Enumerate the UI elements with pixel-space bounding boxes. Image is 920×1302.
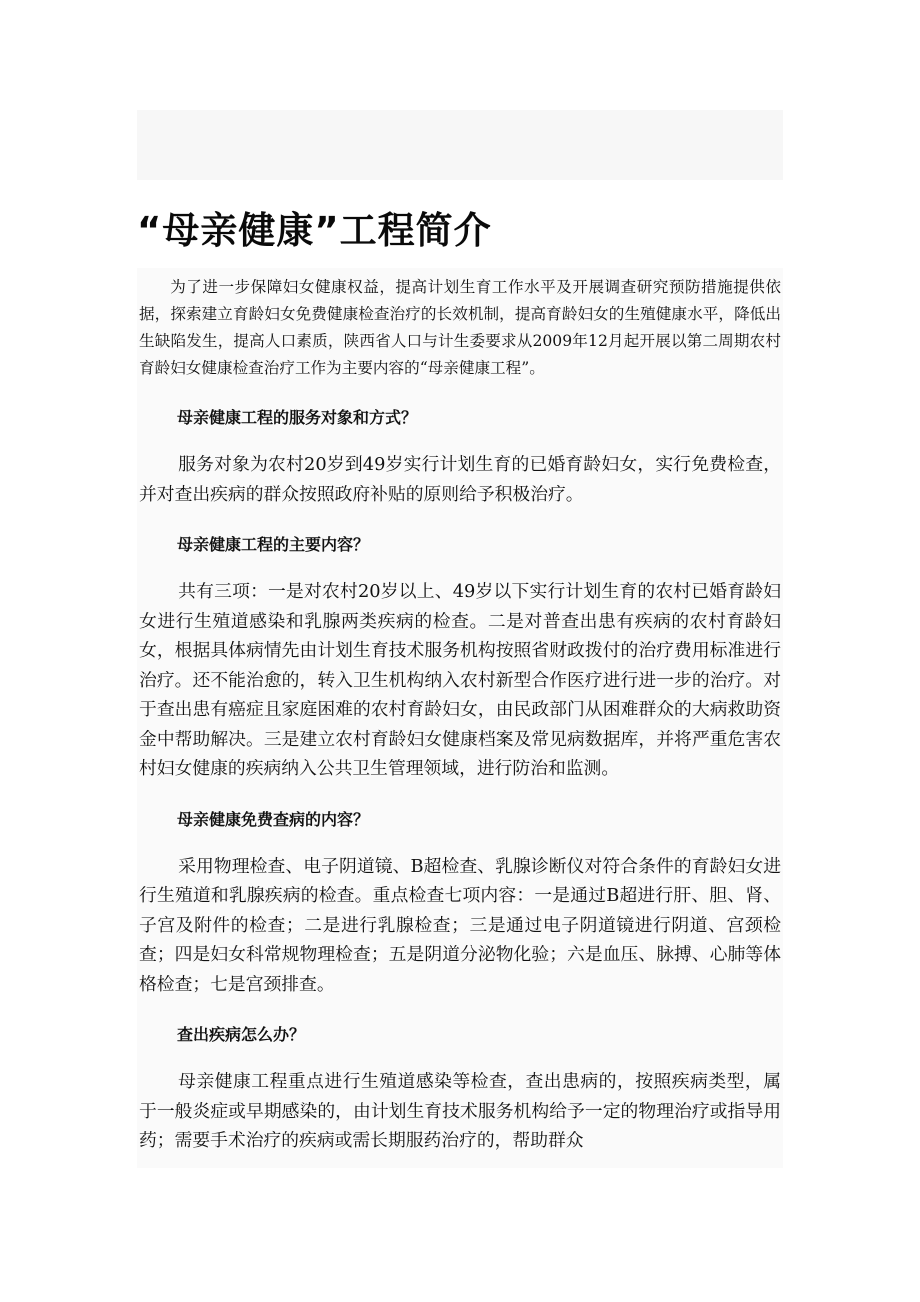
section-heading-main-content: 母亲健康工程的主要内容？ xyxy=(177,535,370,554)
page-title: “母亲健康”工程简介 xyxy=(137,209,492,252)
intro-paragraph: 为了进一步保障妇女健康权益，提高计划生育工作水平及开展调查研究预防措施提供依据，探索建立育龄妇女免费健康检查治疗的长效机制，提高育龄妇女的生殖健康水平，降低出生缺陷发生，提高人口素质，陕西省人口与计生委要求从2009年12月起开展以第二周期农村育龄妇女健康检查治疗工作为主要内容的“母亲健康工程”。 xyxy=(139,278,781,377)
document-body xyxy=(137,268,783,1168)
header-band xyxy=(137,110,783,180)
section-body-main-content: 共有三项：一是对农村20岁以上、49岁以下实行计划生育的农村已婚育龄妇女进行生殖道感染和乳腺两类疾病的检查。二是对普查出患有疾病的农村育龄妇女，根据具体病情先由计划生育技术服务机构按照省财政拨付的治疗费用标准进行治疗。还不能治愈的，转入卫生机构纳入农村新型合作医疗进行进一步的治疗。对于查出患有癌症且家庭困难的农村育龄妇女，由民政部门从困难群众的大病救助资金中帮助解决。三是建立农村育龄妇女健康档案及常见病数据库，并将严重危害农村妇女健康的疾病纳入公共卫生管理领域，进行防治和监测。 xyxy=(139,581,781,779)
section-heading-service-targets: 母亲健康工程的服务对象和方式？ xyxy=(177,408,418,427)
section-heading-free-checkup: 母亲健康免费查病的内容？ xyxy=(177,809,370,829)
section-heading-disease-found: 查出疾病怎么办？ xyxy=(177,1025,306,1044)
section-body-free-checkup: 采用物理检查、电子阴道镜、B超检查、乳腺诊断仪对符合条件的育龄妇女进行生殖道和乳腺疾病的检查。重点检查七项内容：一是通过B超进行肝、胆、肾、子宫及附件的检查；二是进行乳腺检查；三是通过电子阴道镜进行阴道、宫颈检查；四是妇女科常规物理检查；五是阴道分泌物化验；六是血压、脉搏、心肺等体格检查；七是宫颈排查。 xyxy=(139,855,781,995)
section-body-service-targets: 服务对象为农村20岁到49岁实行计划生育的已婚育龄妇女，实行免费检查，并对查出疾病的群众按照政府补贴的原则给予积极治疗。 xyxy=(139,454,781,505)
section-body-disease-found: 母亲健康工程重点进行生殖道感染等检查，查出患病的，按照疾病类型，属于一般炎症或早期感染的，由计划生育技术服务机构给予一定的物理治疗或指导用药；需要手术治疗的疾病或需长期服药治疗的，帮助群众 xyxy=(139,1071,781,1151)
